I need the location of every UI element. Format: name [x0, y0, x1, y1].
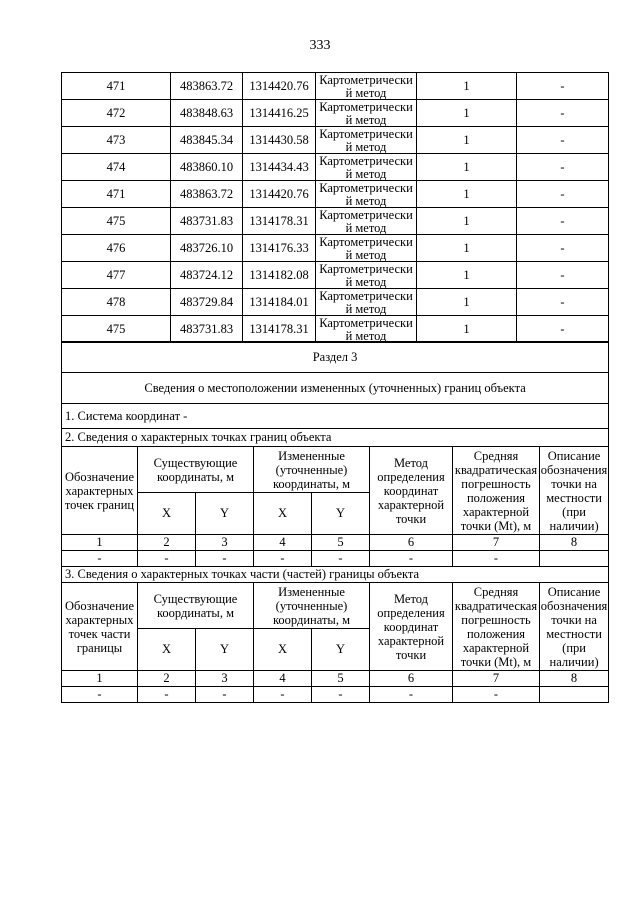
cell-accuracy: 1 — [417, 262, 517, 289]
cell: - — [453, 551, 540, 567]
cell: 5 — [312, 671, 370, 687]
cell: 3 — [196, 535, 254, 551]
cell-description: - — [517, 73, 609, 100]
cell-y-coord: 1314430.58 — [243, 127, 316, 154]
cell-accuracy: 1 — [417, 154, 517, 181]
empty-data-row — [62, 687, 609, 703]
cell: - — [196, 687, 254, 703]
cell-accuracy: 1 — [417, 100, 517, 127]
cell: 1 — [62, 671, 138, 687]
coord-system: 1. Система координат - — [62, 404, 609, 429]
header-x: X — [138, 629, 196, 671]
cell — [540, 687, 609, 703]
header-y: Y — [196, 493, 254, 535]
empty-data-row — [62, 551, 609, 567]
cell — [540, 551, 609, 567]
header-x: X — [254, 629, 312, 671]
cell: 7 — [453, 671, 540, 687]
header-x: X — [254, 493, 312, 535]
cell-accuracy: 1 — [417, 235, 517, 262]
header-point-designation: Обозначение характерных точек части границы — [62, 583, 138, 671]
cell-method: Картометрически й метод — [316, 154, 417, 181]
header-changed-coords: Измененные (уточненные) координаты, м — [254, 583, 370, 629]
cell-point-number: 475 — [62, 208, 171, 235]
cell-point-number: 475 — [62, 316, 171, 343]
header-existing-coords: Существующие координаты, м — [138, 583, 254, 629]
cell-x-coord: 483729.84 — [171, 289, 243, 316]
cell-description: - — [517, 235, 609, 262]
header-accuracy: Средняя квадратическая погрешность положения характерной точки (Mt), м — [453, 447, 540, 535]
header-accuracy: Средняя квадратическая погрешность положения характерной точки (Mt), м — [453, 583, 540, 671]
table-row — [62, 127, 609, 154]
table-row — [62, 181, 609, 208]
cell-method: Картометрически й метод — [316, 181, 417, 208]
cell: 7 — [453, 535, 540, 551]
section-title: Раздел 3 — [62, 342, 609, 373]
cell: 1 — [62, 535, 138, 551]
cell: - — [62, 551, 138, 567]
header-method: Метод определения координат характерной точки — [370, 447, 453, 535]
cell-method: Картометрически й метод — [316, 262, 417, 289]
header-method: Метод определения координат характерной точки — [370, 583, 453, 671]
cell-x-coord: 483845.34 — [171, 127, 243, 154]
header-y: Y — [312, 629, 370, 671]
cell: 3 — [196, 671, 254, 687]
cell-x-coord: 483863.72 — [171, 73, 243, 100]
cell-description: - — [517, 181, 609, 208]
cell-y-coord: 1314178.31 — [243, 208, 316, 235]
part2-title: 2. Сведения о характерных точках границ объекта — [62, 429, 609, 447]
cell-y-coord: 1314178.31 — [243, 316, 316, 343]
header-existing-coords: Существующие координаты, м — [138, 447, 254, 493]
header-description: Описание обозначения точки на местности (при наличии) — [540, 584, 608, 669]
cell-accuracy: 1 — [417, 127, 517, 154]
cell-y-coord: 1314420.76 — [243, 181, 316, 208]
cell-description: - — [517, 100, 609, 127]
cell: - — [312, 551, 370, 567]
cell: - — [138, 551, 196, 567]
cell-point-number: 474 — [62, 154, 171, 181]
cell: - — [370, 551, 453, 567]
cell: - — [453, 687, 540, 703]
cell-x-coord: 483848.63 — [171, 100, 243, 127]
table-row — [62, 262, 609, 289]
cell-accuracy: 1 — [417, 316, 517, 343]
cell-description: - — [517, 127, 609, 154]
cell-x-coord: 483731.83 — [171, 208, 243, 235]
cell-method: Картометрически й метод — [316, 127, 417, 154]
cell-y-coord: 1314434.43 — [243, 154, 316, 181]
cell-x-coord: 483724.12 — [171, 262, 243, 289]
cell-description: - — [517, 154, 609, 181]
cell-method: Картометрически й метод — [316, 73, 417, 100]
cell-description: - — [517, 289, 609, 316]
cell: - — [196, 551, 254, 567]
header-changed-coords: Измененные (уточненные) координаты, м — [254, 447, 370, 493]
cell-description: - — [517, 316, 609, 343]
cell-method: Картометрически й метод — [316, 289, 417, 316]
cell-y-coord: 1314182.08 — [243, 262, 316, 289]
cell-x-coord: 483860.10 — [171, 154, 243, 181]
header-x: X — [138, 493, 196, 535]
header-description: Описание обозначения точки на местности (при наличии) — [540, 448, 608, 533]
cell-accuracy: 1 — [417, 73, 517, 100]
cell-method: Картометрически й метод — [316, 100, 417, 127]
cell-point-number: 476 — [62, 235, 171, 262]
table-row — [62, 100, 609, 127]
header-y: Y — [196, 629, 254, 671]
cell-method: Картометрически й метод — [316, 316, 417, 343]
cell: - — [312, 687, 370, 703]
column-numbers-row — [62, 671, 609, 687]
table-row — [62, 289, 609, 316]
cell-point-number: 473 — [62, 127, 171, 154]
cell-description: - — [517, 262, 609, 289]
cell-y-coord: 1314184.01 — [243, 289, 316, 316]
cell-description: - — [517, 208, 609, 235]
cell: 2 — [138, 671, 196, 687]
cell-point-number: 478 — [62, 289, 171, 316]
cell-point-number: 471 — [62, 181, 171, 208]
coordinates-table — [61, 72, 609, 343]
cell: 4 — [254, 671, 312, 687]
cell: - — [254, 687, 312, 703]
cell-point-number: 477 — [62, 262, 171, 289]
cell-y-coord: 1314176.33 — [243, 235, 316, 262]
cell-y-coord: 1314420.76 — [243, 73, 316, 100]
cell: - — [138, 687, 196, 703]
cell-x-coord: 483863.72 — [171, 181, 243, 208]
table-row — [62, 235, 609, 262]
cell-y-coord: 1314416.25 — [243, 100, 316, 127]
table-row — [62, 73, 609, 100]
cell-accuracy: 1 — [417, 289, 517, 316]
cell: 6 — [370, 535, 453, 551]
cell: 8 — [540, 671, 609, 687]
table-row — [62, 316, 609, 343]
header-y: Y — [312, 493, 370, 535]
page-number: 333 — [309, 38, 331, 53]
part3-title: 3. Сведения о характерных точках части (частей) границы объекта — [62, 567, 609, 583]
cell-x-coord: 483726.10 — [171, 235, 243, 262]
cell: 4 — [254, 535, 312, 551]
section-subtitle: Сведения о местоположении измененных (уточненных) границ объекта — [62, 373, 609, 404]
cell-x-coord: 483731.83 — [171, 316, 243, 343]
cell: - — [254, 551, 312, 567]
cell-method: Картометрически й метод — [316, 208, 417, 235]
table-row — [62, 208, 609, 235]
header-point-designation: Обозначение характерных точек границ — [62, 447, 138, 535]
cell: - — [370, 687, 453, 703]
table-row — [62, 154, 609, 181]
cell: 2 — [138, 535, 196, 551]
cell-point-number: 472 — [62, 100, 171, 127]
cell-method: Картометрически й метод — [316, 235, 417, 262]
cell: 6 — [370, 671, 453, 687]
cell-accuracy: 1 — [417, 181, 517, 208]
cell: 5 — [312, 535, 370, 551]
cell-accuracy: 1 — [417, 208, 517, 235]
cell: 8 — [540, 535, 609, 551]
section-3-table — [61, 341, 609, 703]
column-numbers-row — [62, 535, 609, 551]
cell: - — [62, 687, 138, 703]
cell-point-number: 471 — [62, 73, 171, 100]
